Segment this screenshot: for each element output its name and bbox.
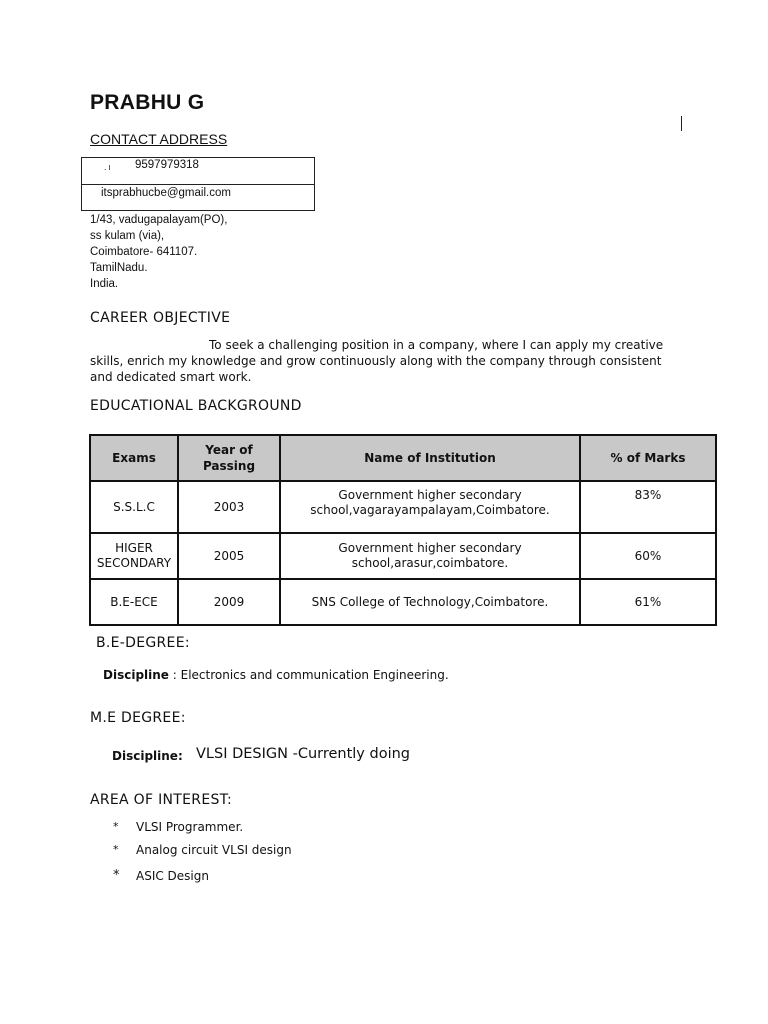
- education-table: [89, 434, 717, 626]
- contact-heading: CONTACT ADDRESS: [90, 131, 228, 147]
- email-row: [82, 184, 314, 210]
- education-heading: EDUCATIONAL BACKGROUND: [90, 398, 302, 414]
- bullet-icon: *: [113, 820, 119, 833]
- phone-icon: . ı: [104, 162, 111, 172]
- phone-number: 9597979318: [135, 159, 199, 171]
- phone-row: [82, 158, 314, 185]
- career-objective-text: [90, 337, 670, 385]
- be-discipline: [103, 668, 449, 682]
- col-header-institution: Name of Institution: [280, 435, 580, 481]
- exam-cell: B.E-ECE: [90, 579, 178, 625]
- table-row: [90, 579, 716, 625]
- col-header-marks: % of Marks: [580, 435, 716, 481]
- table-row: [90, 481, 716, 533]
- list-item: ASIC Design: [136, 869, 209, 883]
- me-degree-heading: M.E DEGREE:: [90, 710, 186, 726]
- career-objective-heading: CAREER OBJECTIVE: [90, 310, 231, 326]
- address-line: Coimbatore- 641107.: [90, 246, 198, 258]
- institution-cell: SNS College of Technology,Coimbatore.: [280, 579, 580, 625]
- table-header-row: [90, 435, 716, 481]
- text-cursor: [681, 116, 682, 131]
- email-address: itsprabhucbe@gmail.com: [101, 187, 231, 199]
- col-header-year: Year of Passing: [178, 435, 280, 481]
- list-item: VLSI Programmer.: [136, 820, 244, 834]
- exam-cell: HIGER SECONDARY: [90, 533, 178, 579]
- list-item: Analog circuit VLSI design: [136, 843, 292, 857]
- contact-box: [81, 157, 315, 211]
- marks-cell: 61%: [580, 579, 716, 625]
- address-line: ss kulam (via),: [90, 230, 165, 242]
- be-degree-heading: B.E-DEGREE:: [96, 635, 190, 651]
- year-cell: 2003: [178, 481, 280, 533]
- address-line: TamilNadu.: [90, 262, 148, 274]
- be-discipline-label: Discipline: [103, 668, 169, 682]
- address-line: India.: [90, 278, 119, 290]
- address-line: 1/43, vadugapalayam(PO),: [90, 214, 228, 226]
- table-row: [90, 533, 716, 579]
- me-discipline-label: Discipline:: [112, 749, 183, 763]
- be-discipline-value: : Electronics and communication Engineering.: [168, 668, 449, 682]
- postal-address: [90, 212, 227, 292]
- exam-cell: S.S.L.C: [90, 481, 178, 533]
- year-cell: 2005: [178, 533, 280, 579]
- objective-body: To seek a challenging position in a company, where I can apply my creative skills, enrich my knowledge and grow continuously along with the company through consistent and dedicated smart work.: [90, 338, 664, 384]
- bullet-icon: *: [113, 843, 119, 856]
- institution-cell: Government higher secondary school,vagarayampalayam,Coimbatore.: [280, 481, 580, 533]
- area-of-interest-heading: AREA OF INTEREST:: [90, 792, 232, 808]
- marks-cell: 83%: [580, 481, 716, 533]
- bullet-icon: *: [113, 868, 120, 883]
- candidate-name: PRABHU G: [90, 91, 205, 114]
- col-header-exams: Exams: [90, 435, 178, 481]
- marks-cell: 60%: [580, 533, 716, 579]
- institution-cell: Government higher secondary school,arasur,coimbatore.: [280, 533, 580, 579]
- me-discipline-value: VLSI DESIGN -Currently doing: [196, 746, 410, 762]
- year-cell: 2009: [178, 579, 280, 625]
